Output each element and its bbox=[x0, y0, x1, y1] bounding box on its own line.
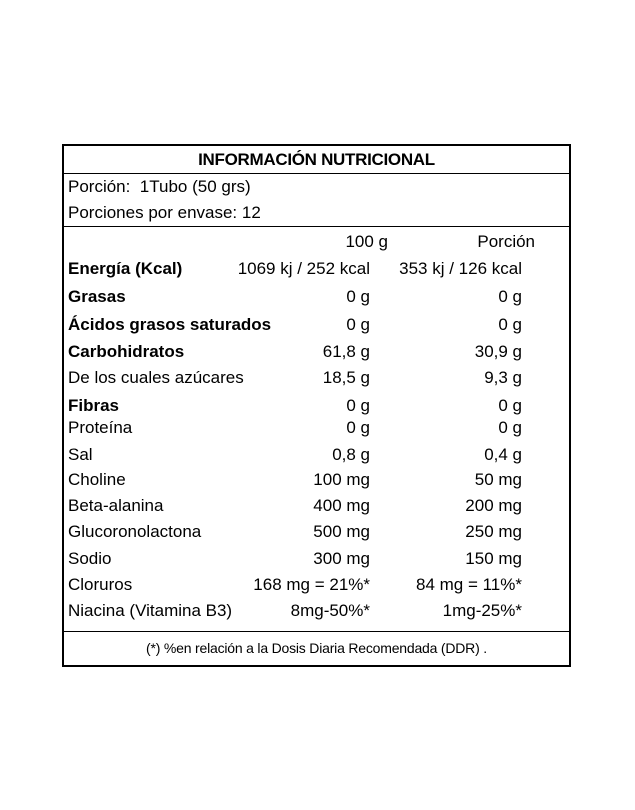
nutrient-name: Glucoronolactona bbox=[68, 522, 202, 541]
value-per-100g: 400 mg bbox=[313, 496, 370, 515]
value-per-serving: 0,4 g bbox=[484, 445, 522, 464]
footnote-divider bbox=[64, 631, 569, 632]
nutrient-row bbox=[64, 315, 569, 335]
value-per-serving: 150 mg bbox=[465, 549, 522, 568]
serving-size: Porción: 1Tubo (50 grs) bbox=[68, 177, 251, 196]
value-per-100g: 61,8 g bbox=[322, 342, 370, 361]
column-header-serving: Porción bbox=[477, 232, 535, 251]
nutrition-label bbox=[62, 144, 571, 667]
nutrient-row bbox=[64, 601, 569, 621]
nutrient-row bbox=[64, 342, 569, 362]
value-per-100g: 1069 kj / 252 kcal bbox=[237, 259, 370, 278]
value-per-100g: 500 mg bbox=[313, 522, 370, 541]
nutrient-name: Cloruros bbox=[68, 575, 133, 594]
value-per-serving: 1mg-25%* bbox=[442, 601, 522, 620]
value-per-serving: 0 g bbox=[498, 418, 522, 437]
value-per-100g: 8mg-50%* bbox=[290, 601, 370, 620]
value-per-serving: 0 g bbox=[498, 315, 522, 334]
nutrient-row bbox=[64, 368, 569, 388]
value-per-serving: 84 mg = 11%* bbox=[415, 575, 522, 594]
nutrient-row bbox=[64, 522, 569, 542]
value-per-100g: 300 mg bbox=[313, 549, 370, 568]
servings-per-container: Porciones por envase: 12 bbox=[68, 203, 261, 222]
value-per-serving: 0 g bbox=[498, 287, 522, 306]
nutrient-name: Carbohidratos bbox=[68, 342, 185, 361]
value-per-100g: 0 g bbox=[346, 418, 370, 437]
value-per-100g: 0 g bbox=[346, 315, 370, 334]
nutrient-row bbox=[64, 259, 569, 279]
nutrient-name: Proteína bbox=[68, 418, 133, 437]
nutrient-row bbox=[64, 470, 569, 490]
value-per-100g: 168 mg = 21%* bbox=[253, 575, 370, 594]
value-per-100g: 100 mg bbox=[313, 470, 370, 489]
nutrient-name: De los cuales azúcares bbox=[68, 368, 244, 387]
nutrient-row bbox=[64, 287, 569, 307]
nutrient-name: Sal bbox=[68, 445, 93, 464]
value-per-serving: 0 g bbox=[498, 396, 522, 415]
nutrient-name: Fibras bbox=[68, 396, 120, 415]
value-per-100g: 0,8 g bbox=[332, 445, 370, 464]
column-header-100g: 100 g bbox=[345, 232, 388, 251]
value-per-100g: 0 g bbox=[346, 287, 370, 306]
value-per-serving: 50 mg bbox=[474, 470, 522, 489]
footnote: (*) %en relación a la Dosis Diaria Recomendada (DDR) . bbox=[146, 640, 487, 656]
label-title: INFORMACIÓN NUTRICIONAL bbox=[64, 146, 569, 174]
value-per-serving: 9,3 g bbox=[484, 368, 522, 387]
value-per-100g: 0 g bbox=[346, 396, 370, 415]
value-per-serving: 250 mg bbox=[465, 522, 522, 541]
nutrient-name: Sodio bbox=[68, 549, 112, 568]
nutrient-row bbox=[64, 496, 569, 516]
nutrient-row bbox=[64, 549, 569, 569]
nutrient-row bbox=[64, 445, 569, 465]
nutrient-row bbox=[64, 396, 569, 416]
value-per-serving: 30,9 g bbox=[474, 342, 522, 361]
nutrient-row bbox=[64, 418, 569, 438]
value-per-100g: 18,5 g bbox=[322, 368, 370, 387]
nutrient-name: Niacina (Vitamina B3) bbox=[68, 601, 233, 620]
nutrient-name: Energía (Kcal) bbox=[68, 259, 183, 278]
value-per-serving: 353 kj / 126 kcal bbox=[399, 259, 522, 278]
nutrient-name: Choline bbox=[68, 470, 126, 489]
nutrient-name: Grasas bbox=[68, 287, 126, 306]
value-per-serving: 200 mg bbox=[465, 496, 522, 515]
header-divider bbox=[64, 226, 569, 227]
nutrient-name: Ácidos grasos saturados bbox=[68, 315, 272, 334]
nutrient-name: Beta-alanina bbox=[68, 496, 164, 515]
nutrient-row bbox=[64, 575, 569, 595]
